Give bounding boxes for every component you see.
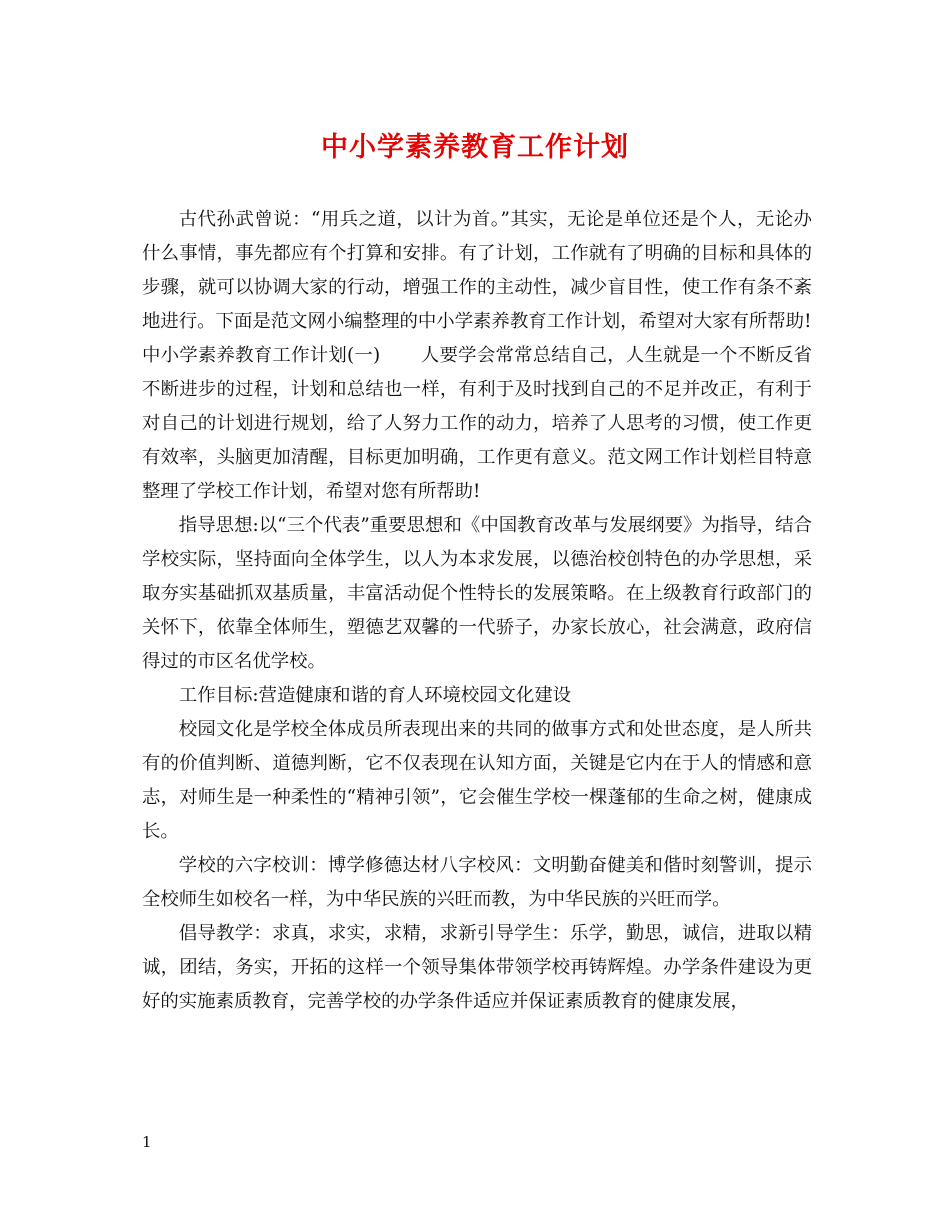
paragraph-teaching: 倡导教学：求真，求实，求精，求新引导学生：乐学，勤思，诚信，进取以精诚，团结，务实，开拓的这样一个领导集体带领学校再铸辉煌。办学条件建设为更好的实施素质教育，完善学校的办学条件适应并保证素质教育的健康发展， xyxy=(142,923,812,1012)
section-heading: 中小学素养教育工作计划(一) xyxy=(142,345,381,366)
paragraph-campus-culture: 校园文化是学校全体成员所表现出来的共同的做事方式和处世态度，是人所共有的价值判断、道德判断，它不仅表现在认知方面，关键是它内在于人的情感和意志，对师生是一种柔性的“精神引领”，它会催生学校一棵蓬郁的生命之树，健康成长。 xyxy=(142,719,812,842)
document-title: 中小学素养教育工作计划 xyxy=(321,132,629,163)
document-body xyxy=(142,203,812,1019)
page-number: 1 xyxy=(142,1133,152,1151)
paragraph-work-goal: 工作目标:营造健康和谐的育人环境校园文化建设 xyxy=(178,685,572,706)
paragraph-guiding-thought: 指导思想:以“三个代表”重要思想和《中国教育改革与发展纲要》为指导，结合学校实际，坚持面向全体学生，以人为本求发展，以德治校创特色的办学思想，采取夯实基础抓双基质量，丰富活动促个性特长的发展策略。在上级教育行政部门的关怀下，依靠全体师生，塑德艺双馨的一代骄子，办家长放心，社会满意，政府信得过的市区名优学校。 xyxy=(142,515,812,672)
paragraph-section-one xyxy=(142,339,812,509)
paragraph-intro: 古代孙武曾说：“用兵之道，以计为首。”其实，无论是单位还是个人，无论办什么事情，事先都应有个打算和安排。有了计划，工作就有了明确的目标和具体的步骤，就可以协调大家的行动，增强工作的主动性，减少盲目性，使工作有条不紊地进行。下面是范文网小编整理的中小学素养教育工作计划，希望对大家有所帮助! xyxy=(142,209,812,332)
section-text: 人要学会常常总结自己，人生就是一个不断反省不断进步的过程，计划和总结也一样，有利于及时找到自己的不足并改正，有利于对自己的计划进行规划，给了人努力工作的动力，培养了人思考的习惯，使工作更有效率，头脑更加清醒，目标更加明确，工作更有意义。范文网工作计划栏目特意整理了学校工作计划，希望对您有所帮助! xyxy=(142,345,812,502)
paragraph-school-motto: 学校的六字校训：博学修德达材八字校风：文明勤奋健美和偕时刻警训，提示全校师生如校名一样，为中华民族的兴旺而教，为中华民族的兴旺而学。 xyxy=(142,855,812,910)
